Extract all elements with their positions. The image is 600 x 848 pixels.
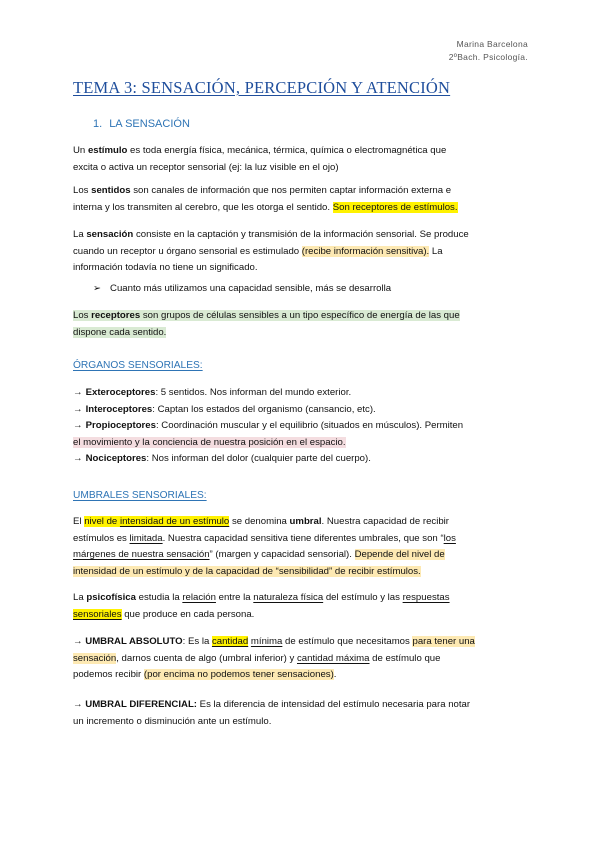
text: : 5 sentidos. Nos informan del mundo exterior.: [155, 387, 352, 398]
text: : Es la: [182, 636, 212, 647]
text: cuando un receptor u órgano sensorial es estimulado: [73, 245, 302, 257]
highlight: sensación: [73, 652, 117, 664]
underlined: cantidad máxima: [296, 652, 370, 664]
text: , darnos cuenta de algo (umbral inferior) y: [116, 652, 297, 664]
page-title: TEMA 3: SENSACIÓN, PERCEPCIÓN Y ATENCIÓN: [73, 78, 451, 97]
highlight: intensidad de un estímulo y de la capacidad de “sensibilidad” de recibir estímulos.: [73, 565, 421, 577]
arrow-icon: →: [73, 420, 83, 432]
term-sensacion: sensación: [86, 229, 134, 240]
text: podemos recibir: [73, 669, 144, 681]
paragraph-psicofisica: [73, 590, 527, 623]
course-label: 2ºBach. Psicología.: [448, 52, 528, 62]
arrow-icon: →: [73, 453, 83, 465]
text: de estímulo que: [369, 652, 441, 664]
highlight-recibe-informacion: (recibe información sensitiva).: [301, 245, 430, 257]
text: información todavía no tiene un significado.: [73, 262, 258, 274]
arrow-icon: →: [73, 387, 83, 398]
text: un incremento o disminución ante un estímulo.: [73, 715, 272, 727]
text: que produce en cada persona.: [121, 608, 255, 620]
text: dispone cada sentido.: [73, 326, 167, 338]
section-number: 1.: [93, 118, 103, 130]
term: Nociceptores: [85, 453, 147, 465]
text: : Coordinación muscular y el equilibrio (situados en músculos). Permiten: [155, 420, 464, 432]
list-organos: [73, 385, 527, 468]
term-sentidos: sentidos: [91, 185, 131, 196]
term-receptores: receptores: [91, 310, 141, 321]
highlight: sensoriales: [73, 608, 122, 620]
underlined: limitada: [129, 532, 163, 544]
section-label: LA SENSACIÓN: [109, 118, 190, 130]
section-heading-umbrales: UMBRALES SENSORIALES:: [73, 490, 207, 501]
text: interna y los transmiten al cerebro, que les otorga el sentido.: [73, 201, 333, 213]
highlight: (por encima no podemos tener sensaciones): [143, 669, 334, 681]
paragraph-umbral: [73, 514, 527, 580]
list-item: [73, 451, 527, 468]
underlined: márgenes de nuestra sensación: [73, 549, 210, 561]
term: Propioceptores: [85, 420, 156, 432]
term: Interoceptores: [85, 403, 153, 415]
section-heading-sensacion: [93, 118, 190, 130]
text: del estímulo y las: [323, 592, 403, 603]
bullet-item: [93, 282, 391, 296]
text: de estímulo que necesitamos: [282, 636, 413, 647]
underlined: naturaleza física: [253, 592, 324, 603]
text: son grupos de células sensibles a un tipo específico de energía de las que: [140, 310, 460, 321]
underlined: mínima: [250, 636, 283, 647]
paragraph-sensacion: [73, 227, 527, 277]
highlight: nivel de: [84, 516, 120, 527]
text: Los: [73, 185, 92, 196]
paragraph-umbral-absoluto: [73, 634, 527, 684]
header-author-block: [449, 38, 528, 64]
text: Los: [73, 310, 92, 321]
term-umbral-diferencial: → UMBRAL DIFERENCIAL:: [73, 699, 198, 710]
list-item: [73, 402, 527, 419]
paragraph-receptores: [73, 308, 527, 341]
text: estudia la: [135, 592, 183, 603]
list-item: [73, 418, 527, 435]
text: La: [429, 245, 443, 257]
paragraph-sentidos: [73, 183, 527, 216]
text: .: [333, 669, 337, 681]
highlight: intensidad de un estímulo: [119, 516, 230, 527]
term-psicofisica: psicofísica: [86, 592, 136, 603]
bullet-text: Cuanto más utilizamos una capacidad sensible, más se desarrolla: [110, 283, 392, 294]
text: . Nuestra capacidad de recibir: [321, 516, 449, 527]
underlined: los: [443, 532, 456, 544]
section-heading-organos: ÓRGANOS SENSORIALES:: [73, 360, 203, 371]
text: estímulos es: [73, 532, 130, 544]
paragraph-umbral-diferencial: [73, 697, 527, 730]
highlight: cantidad: [211, 636, 249, 647]
text: consiste en la captación y transmisión de la información sensorial. Se produce: [133, 229, 469, 240]
text: ” (margen y capacidad sensorial).: [209, 549, 355, 561]
text: entre la: [215, 592, 254, 603]
list-item: [73, 385, 527, 402]
term-estimulo: estímulo: [87, 145, 128, 156]
term: Exteroceptores: [85, 387, 156, 398]
underlined: respuestas: [402, 592, 450, 603]
text: : Nos informan del dolor (cualquier parte del cuerpo).: [146, 453, 371, 465]
highlight: para tener una: [412, 636, 475, 647]
text: El: [73, 516, 85, 527]
text: . Nuestra capacidad sensitiva tiene diferentes umbrales, que son “: [162, 532, 444, 544]
highlight-receptores: Son receptores de estímulos.: [332, 201, 458, 213]
paragraph-estimulo: [73, 143, 527, 176]
text: La: [73, 592, 87, 603]
highlight: Depende del nivel de: [354, 549, 445, 561]
text: : Captan los estados del organismo (cansancio, etc).: [152, 403, 376, 415]
text: es toda energía física, mecánica, térmica, química o electromagnética que: [127, 145, 447, 156]
underlined: relación: [182, 592, 216, 603]
text: La: [73, 229, 87, 240]
arrow-bullet-icon: ➢: [93, 283, 102, 294]
arrow-icon: →: [73, 403, 83, 415]
author-name: Marina Barcelona: [456, 39, 528, 49]
text: Es la diferencia de intensidad del estímulo necesaria para notar: [197, 699, 471, 710]
text: son canales de información que nos permiten captar información externa e: [130, 185, 452, 196]
text: excita o activa un receptor sensorial (ej: la luz visible en el ojo): [73, 161, 339, 173]
highlight-movimiento: el movimiento y la conciencia de nuestra posición en el espacio.: [73, 436, 346, 448]
text: Un: [73, 145, 88, 156]
text: se denomina: [229, 516, 290, 527]
term-umbral: umbral: [289, 516, 322, 527]
term-umbral-absoluto: → UMBRAL ABSOLUTO: [73, 636, 183, 647]
